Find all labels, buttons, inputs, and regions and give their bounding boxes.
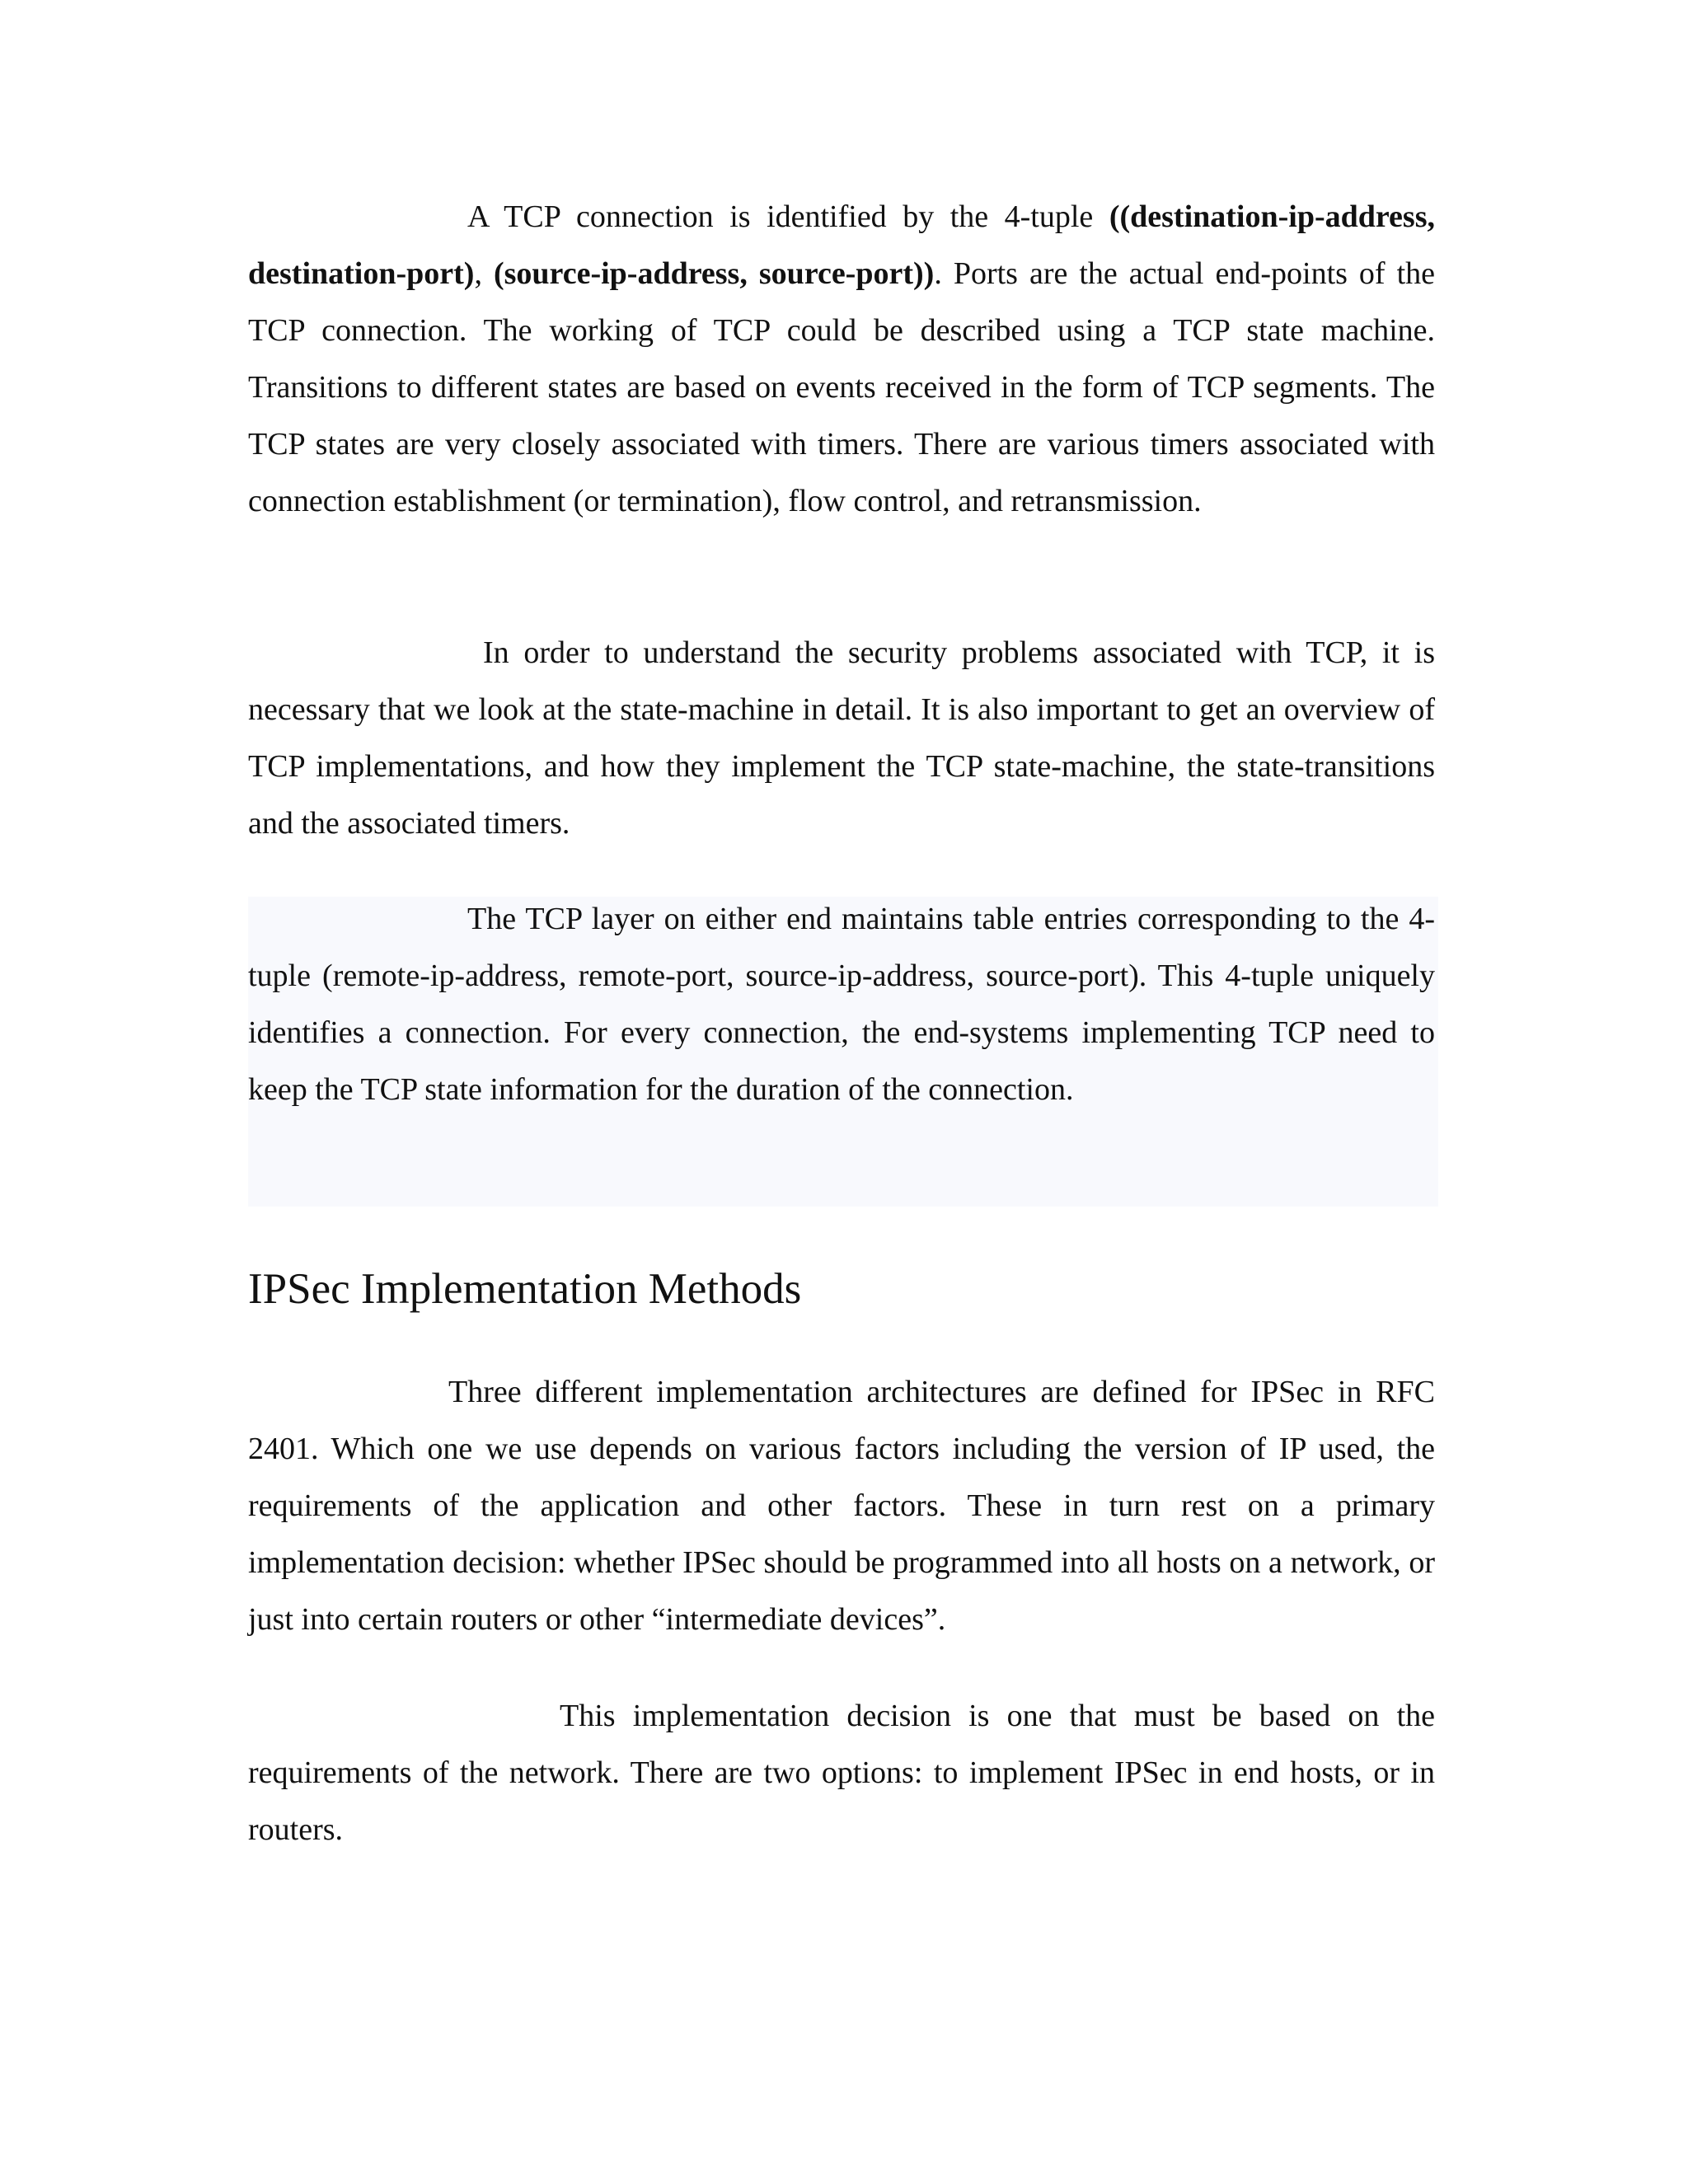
section-heading: IPSec Implementation Methods bbox=[248, 1265, 802, 1313]
paragraph-text: , bbox=[474, 256, 494, 291]
bold-destination-tuple: ((destination-ip-address, destination-port) bbox=[248, 199, 1435, 291]
paragraph-tcp-layer: The TCP layer on either end maintains table entries corresponding to the 4-tuple (remote-ip-address, remote-port, source-ip-address, source-port). This 4-tuple uniquely identifies a connection. For every connection, the end-systems implementing TCP need to keep the TCP state information for the duration of the connection. bbox=[248, 902, 1435, 1107]
paragraph-tcp-connection bbox=[248, 189, 1435, 530]
paragraph-implementation-decision: This implementation decision is one that must be based on the requirements of the network. There are two options: to implement IPSec in end hosts, or in routers. bbox=[248, 1699, 1435, 1847]
paragraph-text: A TCP connection is identified by the 4-tuple bbox=[467, 199, 1109, 234]
paragraph-security-problems: In order to understand the security problems associated with TCP, it is necessary that we look at the state-machine in detail. It is also important to get an overview of TCP implementations, and how they implement the TCP state-machine, the state-transitions and the associated timers. bbox=[248, 635, 1435, 841]
paragraph-text: . Ports are the actual end-points of the TCP connection. The working of TCP could be described using a TCP state machine. Transitions to different states are based on events received in the form of TCP segments. The TCP states are very closely associated with timers. There are various timers associated with connection establishment (or termination), flow control, and retransmission. bbox=[248, 256, 1435, 518]
paragraph-implementation-architectures: Three different implementation architectures are defined for IPSec in RFC 2401. Which one we use depends on various factors including the version of IP used, the requirements of the application and other factors. These in turn rest on a primary implementation decision: whether IPSec should be programmed into all hosts on a network, or just into certain routers or other “intermediate devices”. bbox=[248, 1375, 1435, 1637]
bold-source-tuple: (source-ip-address, source-port)) bbox=[493, 256, 935, 291]
